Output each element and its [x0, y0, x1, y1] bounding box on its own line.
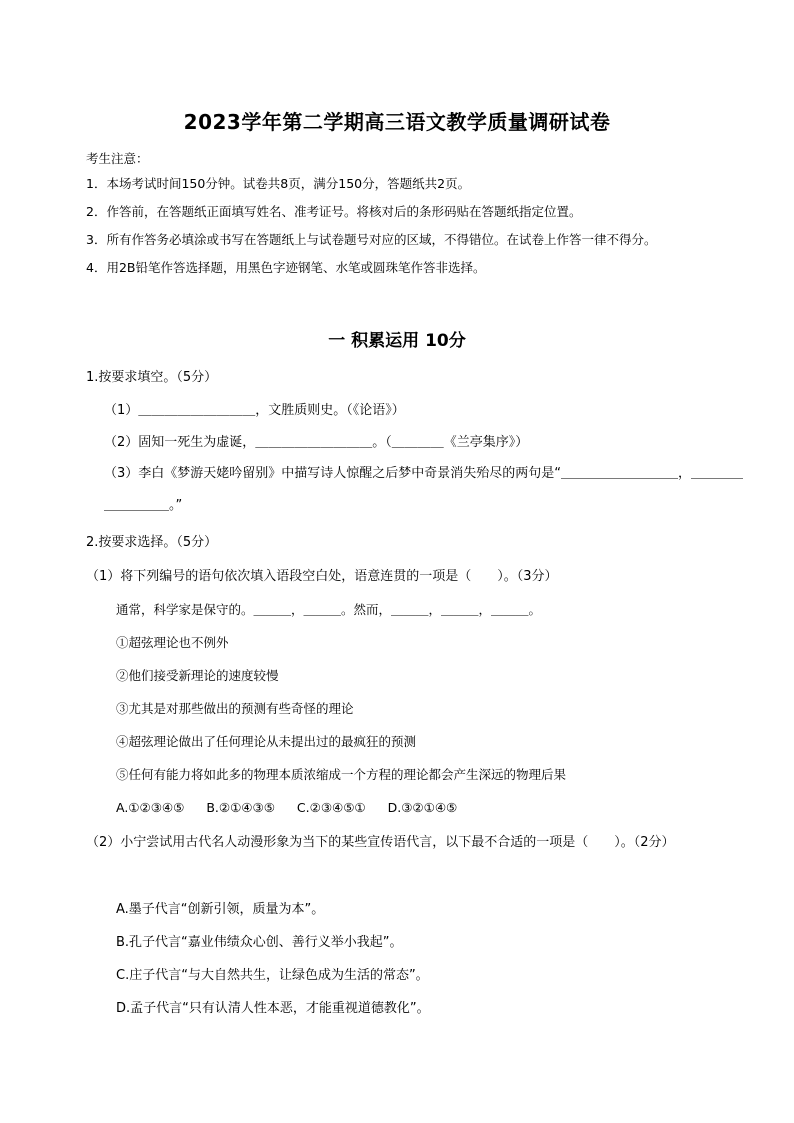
notice-item: 2．作答前，在答题纸正面填写姓名、准考证号。将核对后的条形码贴在答题纸指定位置。 [86, 204, 582, 219]
option-a: A.墨子代言“创新引领，质量为本”。 [116, 902, 325, 917]
option-b: B.孔子代言“嘉业伟绩众心创、善行义举小我起”。 [116, 935, 403, 950]
option-d: D.孟子代言“只有认清人性本恶，才能重视道德教化”。 [116, 1001, 430, 1016]
question-1-sub1: （1）＿＿＿＿＿＿＿＿＿，文胜质则史。（《论语》） [104, 403, 405, 418]
option-c: C.②③④⑤① [296, 800, 366, 815]
question-2-sub2-stem: （2）小宁尝试用古代名人动漫形象为当下的某些宣传语代言，以下最不合适的一项是（ ）。（2分） [86, 835, 675, 850]
question-2-passage: 通常，科学家是保守的。＿＿＿，＿＿＿。然而，＿＿＿，＿＿＿，＿＿＿。 [116, 602, 542, 617]
notice-label: 考生注意： [86, 151, 149, 166]
question-1-sub3: （3）李白《梦游天姥吟留别》中描写诗人惊醒之后梦中奇景消失殆尽的两句是“＿＿＿＿＿＿＿＿＿，＿＿＿＿＿＿＿＿＿。” [104, 466, 744, 513]
question-2-sub1-options [116, 800, 475, 815]
sentence-item: ②他们接受新理论的速度较慢 [116, 668, 279, 683]
sentence-item: ①超弦理论也不例外 [116, 635, 229, 650]
option-a: A.①②③④⑤ [116, 800, 185, 815]
notice-item: 1．本场考试时间150分钟。试卷共8页，满分150分，答题纸共2页。 [86, 176, 471, 191]
question-1-sub2: （2）固知一死生为虚诞，＿＿＿＿＿＿＿＿＿。（＿＿＿＿《兰亭集序》） [104, 435, 529, 450]
question-1-stem: 1.按要求填空。（5分） [86, 370, 218, 385]
section-title: 一 积累运用 10分 [328, 331, 466, 351]
sentence-item: ⑤任何有能力将如此多的物理本质浓缩成一个方程的理论都会产生深远的物理后果 [116, 767, 567, 782]
question-2-sub1-stem: （1）将下列编号的语句依次填入语段空白处，语意连贯的一项是（ ）。（3分） [86, 569, 558, 584]
option-c: C.庄子代言“与大自然共生，让绿色成为生活的常态”。 [116, 968, 429, 983]
option-d: D.③②①④⑤ [387, 800, 458, 815]
exam-title: 2023学年第二学期高三语文教学质量调研试卷 [183, 110, 611, 134]
notice-item: 4．用2B铅笔作答选择题，用黑色字迹钢笔、水笔或圆珠笔作答非选择。 [86, 260, 486, 275]
notice-item: 3．所有作答务必填涂或书写在答题纸上与试卷题号对应的区域，不得错位。在试卷上作答一律不得分。 [86, 232, 657, 247]
option-b: B.②①④③⑤ [206, 800, 275, 815]
sentence-item: ③尤其是对那些做出的预测有些奇怪的理论 [116, 701, 354, 716]
candidate-notice [86, 148, 726, 282]
question-2-stem: 2.按要求选择。（5分） [86, 535, 218, 550]
sentence-item: ④超弦理论做出了任何理论从未提出过的最疯狂的预测 [116, 734, 417, 749]
